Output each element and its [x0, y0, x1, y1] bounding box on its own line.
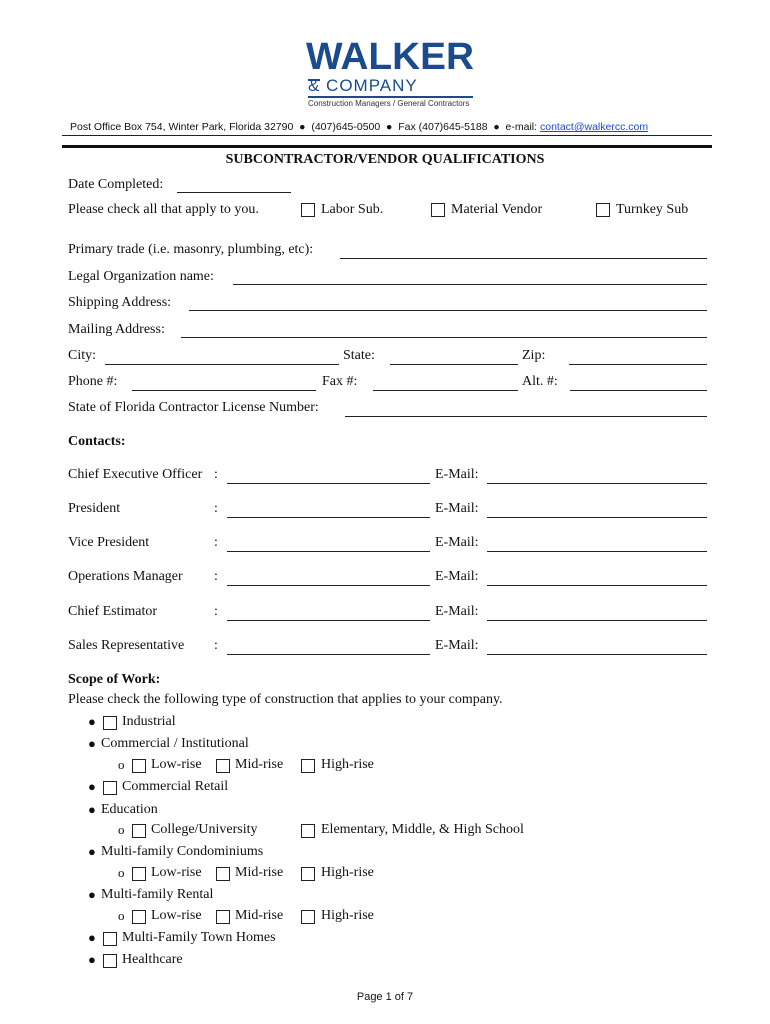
labor-sub-checkbox[interactable]: [301, 203, 315, 217]
sub-bullet-icon: o: [118, 822, 125, 837]
zip-field[interactable]: [569, 364, 707, 365]
license-label: State of Florida Contractor License Number:: [68, 400, 319, 415]
turnkey-sub-checkbox[interactable]: [596, 203, 610, 217]
contact-role-chief-estimator: Chief Estimator: [68, 604, 158, 619]
rental-low-rise-checkbox[interactable]: [132, 910, 146, 924]
material-vendor-checkbox[interactable]: [431, 203, 445, 217]
sub-bullet-icon: o: [118, 757, 125, 772]
bullet-icon: ●: [88, 930, 96, 945]
logo-rule-bottom: [308, 96, 473, 98]
mf-condo-label: Multi-family Condominiums: [101, 844, 264, 859]
date-completed-label: Date Completed:: [68, 177, 164, 192]
ci-high-rise-checkbox[interactable]: [301, 759, 315, 773]
contact-colon: :: [214, 604, 218, 619]
education-label: Education: [101, 802, 158, 817]
date-completed-field[interactable]: [177, 192, 291, 193]
ci-low-rise-checkbox[interactable]: [132, 759, 146, 773]
bullet-icon: ●: [88, 802, 96, 817]
contact-email-label: E-Mail:: [435, 501, 479, 516]
bullet-icon: ●: [88, 736, 96, 751]
mf-town-label: Multi-Family Town Homes: [122, 930, 276, 945]
condo-low-rise-label: Low-rise: [151, 865, 202, 880]
logo-wordmark: WALKER: [306, 36, 474, 78]
healthcare-checkbox[interactable]: [103, 954, 117, 968]
ci-mid-rise-checkbox[interactable]: [216, 759, 230, 773]
legal-org-field[interactable]: [233, 284, 707, 285]
contacts-heading: Contacts:: [68, 434, 126, 449]
shipping-field[interactable]: [189, 310, 707, 311]
commercial-retail-checkbox[interactable]: [103, 781, 117, 795]
logo-tagline: Construction Managers / General Contractors: [308, 99, 470, 108]
ci-mid-rise-label: Mid-rise: [235, 757, 284, 772]
email-link[interactable]: contact@walkercc.com: [539, 121, 649, 133]
sub-bullet-icon: o: [118, 865, 125, 880]
contact-colon: :: [214, 638, 218, 653]
mailing-field[interactable]: [181, 337, 707, 338]
healthcare-label: Healthcare: [122, 952, 183, 967]
address-text: Post Office Box 754, Winter Park, Florida 32790 ● (407)645-0500 ● Fax (407)645-5188 ● e-mail:: [70, 121, 540, 133]
bullet-icon: ●: [88, 844, 96, 859]
contact-email-field[interactable]: [487, 585, 707, 586]
contact-role-vice-president: Vice President: [68, 535, 150, 550]
contact-name-field[interactable]: [227, 585, 430, 586]
college-checkbox[interactable]: [132, 824, 146, 838]
shipping-label: Shipping Address:: [68, 295, 172, 310]
header-rule-thin: [62, 135, 712, 136]
contact-email-field[interactable]: [487, 551, 707, 552]
phone-label: Phone #:: [68, 374, 118, 389]
condo-low-rise-checkbox[interactable]: [132, 867, 146, 881]
contact-email-label: E-Mail:: [435, 638, 479, 653]
zip-label: Zip:: [522, 348, 546, 363]
sub-bullet-icon: o: [118, 908, 125, 923]
bullet-icon: ●: [88, 714, 96, 729]
contact-name-field[interactable]: [227, 483, 430, 484]
phone-field[interactable]: [132, 390, 316, 391]
bullet-icon: ●: [88, 887, 96, 902]
condo-high-rise-label: High-rise: [321, 865, 374, 880]
elementary-checkbox[interactable]: [301, 824, 315, 838]
contact-name-field[interactable]: [227, 517, 430, 518]
ci-high-rise-label: High-rise: [321, 757, 374, 772]
check-all-label: Please check all that apply to you.: [68, 202, 259, 217]
rental-high-rise-label: High-rise: [321, 908, 374, 923]
contact-email-label: E-Mail:: [435, 535, 479, 550]
mf-town-checkbox[interactable]: [103, 932, 117, 946]
contact-colon: :: [214, 535, 218, 550]
scope-heading: Scope of Work:: [68, 672, 161, 687]
state-field[interactable]: [390, 364, 518, 365]
turnkey-sub-label: Turnkey Sub: [616, 202, 689, 217]
contact-email-field[interactable]: [487, 654, 707, 655]
commercial-inst-label: Commercial / Institutional: [101, 736, 249, 751]
contact-colon: :: [214, 569, 218, 584]
industrial-checkbox[interactable]: [103, 716, 117, 730]
condo-high-rise-checkbox[interactable]: [301, 867, 315, 881]
contact-email-field[interactable]: [487, 483, 707, 484]
commercial-retail-label: Commercial Retail: [122, 779, 229, 794]
contact-email-field[interactable]: [487, 620, 707, 621]
condo-mid-rise-checkbox[interactable]: [216, 867, 230, 881]
contact-role-ceo: Chief Executive Officer: [68, 467, 203, 482]
contact-role-operations-manager: Operations Manager: [68, 569, 183, 584]
material-vendor-label: Material Vendor: [451, 202, 543, 217]
logo-subtitle: & COMPANY: [308, 76, 418, 95]
rental-low-rise-label: Low-rise: [151, 908, 202, 923]
contact-role-president: President: [68, 501, 121, 516]
city-label: City:: [68, 348, 97, 363]
elementary-label: Elementary, Middle, & High School: [321, 822, 524, 837]
rental-mid-rise-checkbox[interactable]: [216, 910, 230, 924]
mailing-label: Mailing Address:: [68, 322, 165, 337]
contact-email-label: E-Mail:: [435, 467, 479, 482]
contact-name-field[interactable]: [227, 654, 430, 655]
state-label: State:: [343, 348, 375, 363]
ci-low-rise-label: Low-rise: [151, 757, 202, 772]
college-label: College/University: [151, 822, 258, 837]
primary-trade-label: Primary trade (i.e. masonry, plumbing, etc):: [68, 242, 314, 257]
header-rule-thick: [62, 145, 712, 148]
condo-mid-rise-label: Mid-rise: [235, 865, 284, 880]
contact-name-field[interactable]: [227, 620, 430, 621]
contact-colon: :: [214, 467, 218, 482]
alt-field[interactable]: [570, 390, 707, 391]
legal-org-label: Legal Organization name:: [68, 269, 214, 284]
contact-colon: :: [214, 501, 218, 516]
labor-sub-label: Labor Sub.: [321, 202, 384, 217]
contact-email-label: E-Mail:: [435, 569, 479, 584]
fax-field[interactable]: [373, 390, 518, 391]
primary-trade-field[interactable]: [340, 258, 707, 259]
contact-name-field[interactable]: [227, 551, 430, 552]
contact-email-field[interactable]: [487, 517, 707, 518]
bullet-icon: ●: [88, 779, 96, 794]
bullet-icon: ●: [88, 952, 96, 967]
contact-email-label: E-Mail:: [435, 604, 479, 619]
city-field[interactable]: [105, 364, 339, 365]
page-number: Page 1 of 7: [356, 991, 414, 1003]
rental-high-rise-checkbox[interactable]: [301, 910, 315, 924]
contact-role-sales-representative: Sales Representative: [68, 638, 185, 653]
fax-label: Fax #:: [322, 374, 358, 389]
scope-intro: Please check the following type of construction that applies to your company.: [68, 692, 503, 707]
mf-rental-label: Multi-family Rental: [101, 887, 214, 902]
license-field[interactable]: [345, 416, 707, 417]
alt-label: Alt. #:: [522, 374, 558, 389]
page-title: SUBCONTRACTOR/VENDOR QUALIFICATIONS: [225, 152, 545, 167]
industrial-label: Industrial: [122, 714, 176, 729]
address-line: [70, 121, 648, 133]
rental-mid-rise-label: Mid-rise: [235, 908, 284, 923]
